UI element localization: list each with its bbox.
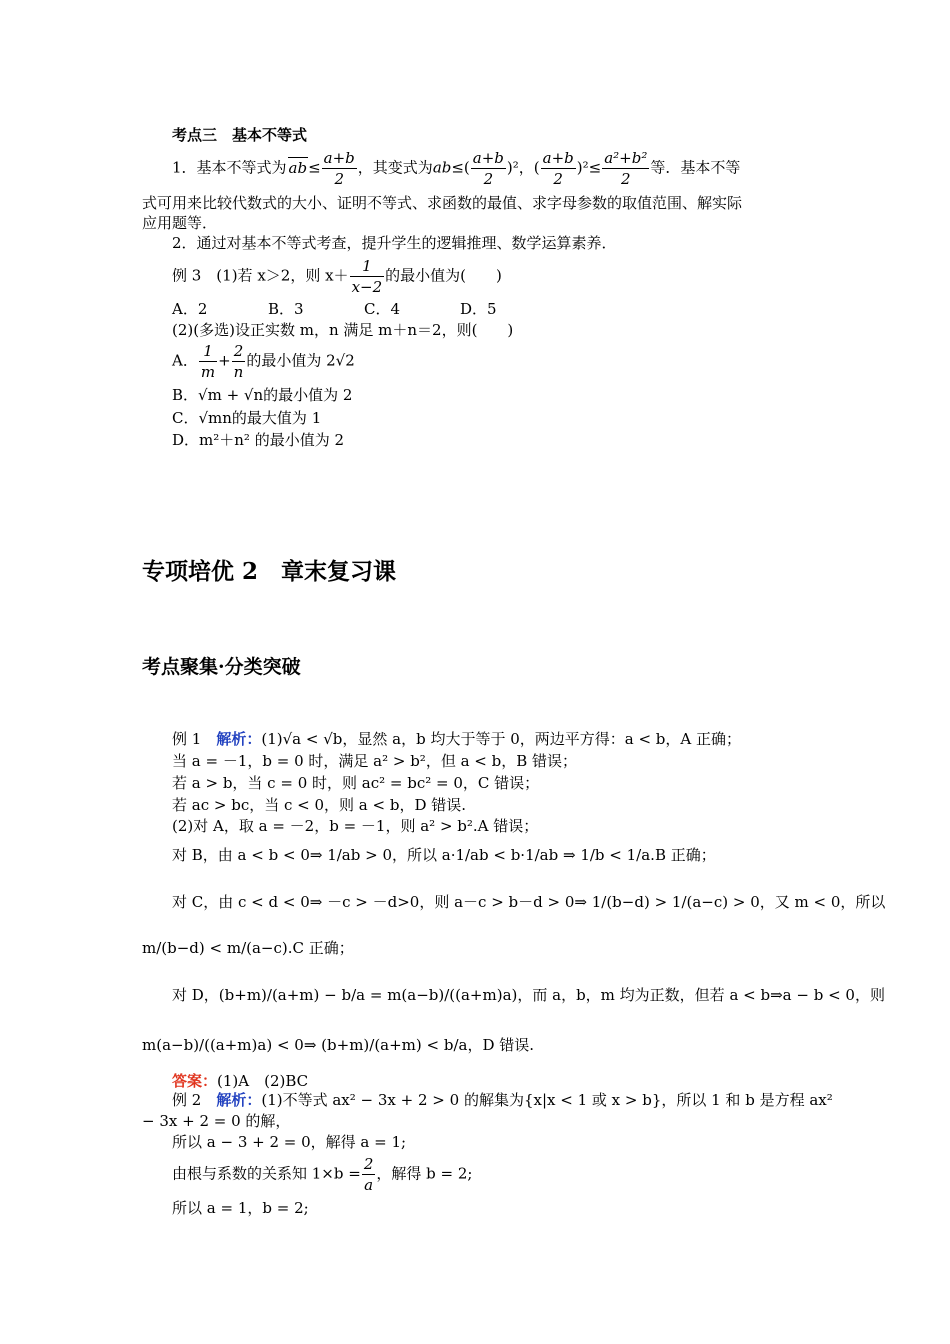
ex1-line4: 若 ac > bc，当 c < 0，则 a < b，D 错误. <box>172 796 467 814</box>
option-b: B．√m + √n的最小值为 2 <box>172 386 353 404</box>
option-d: D．m²＋n² 的最小值为 2 <box>172 431 345 449</box>
example3-q2: (2)(多选)设正实数 m，n 满足 m＋n＝2，则( ) <box>172 321 514 339</box>
ex2-line3: 所以 a − 3 + 2 = 0，解得 a = 1; <box>172 1133 407 1151</box>
kd3-point1-line3: 应用题等． <box>142 214 218 232</box>
example3-choices: A．2 B．3 C．4 D．5 <box>172 300 497 318</box>
ex1-line1: 例 1 解析：(1)√a < √b，显然 a，b 均大于等于 0，两边平方得：a < b，A 正确； <box>172 730 742 748</box>
ex1-line10: m(a−b)/((a+m)a) < 0⇒ (b+m)/(a+m) < b/a，D 错误. <box>142 1036 535 1054</box>
ex1-answer: 答案：(1)A (2)BC <box>172 1072 309 1090</box>
section-heading: 考点聚集·分类突破 <box>142 656 301 678</box>
ex1-line7: 对 C，由 c < d < 0⇒ －c > －d>0，则 a－c > b－d > 0⇒ 1/(b−d) > 1/(a−c) > 0，又 m < 0，所以 <box>172 893 886 911</box>
kd3-point1-line1: 1．基本不等式为 ab≤ $\frac{a+b}{2}$ ，其变式为ab≤( $\frac{a+b}{2}$ )²，( $\frac{a+b}{2}$ )²≤ $\frac{\text{a²+b²}}{2}$ 等．基本不等 <box>172 149 741 188</box>
ex2-line5: 所以 a = 1，b = 2; <box>172 1199 309 1217</box>
ex1-line2: 当 a = －1，b = 0 时，满足 a² > b²，但 a < b，B 错误； <box>172 752 578 770</box>
ex2-line2: − 3x + 2 = 0 的解， <box>142 1112 291 1130</box>
ex1-line5: (2)对 A，取 a = －2，b = －1，则 a² > b².A 错误； <box>172 817 539 835</box>
option-c: C．√mn的最大值为 1 <box>172 409 322 427</box>
ex1-line9: 对 D，(b+m)/(a+m) − b/a = m(a−b)/((a+m)a)，而 a，b，m 均为正数，但若 a < b⇒a − b < 0，则 <box>172 986 885 1004</box>
option-a: A． $\frac{1}{m}$ + $\frac{2}{n}$ 的最小值为 2√2 <box>172 342 355 381</box>
ex1-line3: 若 a > b，当 c = 0 时，则 ac² = bc² = 0，C 错误； <box>172 774 540 792</box>
kd3-point2: 2．通过对基本不等式考查，提升学生的逻辑推理、数学运算素养． <box>172 234 617 252</box>
chapter-title: 专项培优 2 章末复习课 <box>142 558 397 585</box>
ex2-line1: 例 2 解析：(1)不等式 ax² − 3x + 2 > 0 的解集为{x|x < 1 或 x > b}，所以 1 和 b 是方程 ax² <box>172 1091 833 1109</box>
ex2-line4: 由根与系数的关系知 1×b = $\frac{2}{a}$ ，解得 b = 2; <box>172 1155 473 1194</box>
kd3-point1-line2: 式可用来比较代数式的大小、证明不等式、求函数的最值、求字母参数的取值范围、解实际 <box>142 194 743 212</box>
ex1-line6: 对 B，由 a < b < 0⇒ 1/ab > 0，所以 a·1/ab < b·1/ab ⇒ 1/b < 1/a.B 正确； <box>172 846 716 864</box>
ex1-line8: m/(b−d) < m/(a−c).C 正确； <box>142 939 354 957</box>
example3-q1: 例 3 (1)若 x＞2，则 x＋ $\frac{1}{x-2}$ 的最小值为( ) <box>172 257 502 296</box>
section-title-kaodian3: 考点三 基本不等式 <box>172 126 308 144</box>
